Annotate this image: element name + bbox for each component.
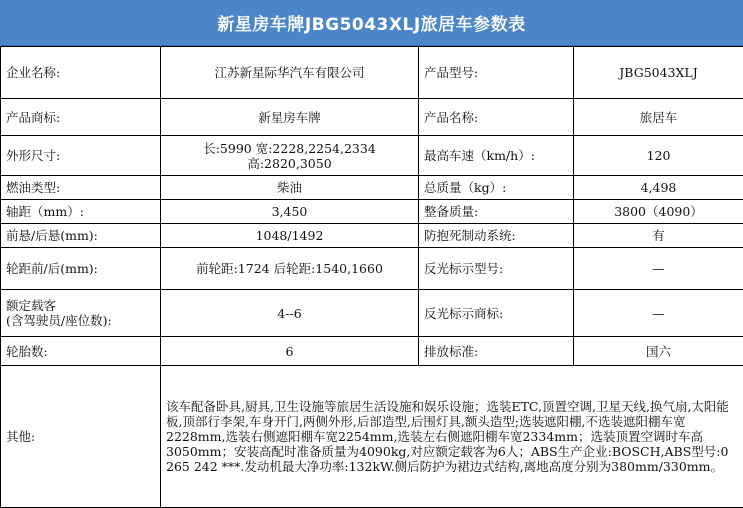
label-line: 额定载客 — [6, 298, 57, 313]
table-row — [1, 176, 743, 200]
label-cell: 外形尺寸: — [1, 136, 161, 176]
passengers-label-cell — [1, 290, 161, 337]
sheet-title: 新星房车牌JBG5043XLJ旅居车参数表 — [0, 0, 743, 46]
label-cell: 排放标准: — [419, 337, 574, 366]
table-row — [1, 136, 743, 176]
value-cell: 前轮距:1724 后轮距:1540,1660 — [161, 248, 419, 290]
label-cell: 防抱死制动系统: — [419, 224, 574, 248]
label-cell: 轮胎数: — [1, 337, 161, 366]
label-cell: 反光标示型号: — [419, 248, 574, 290]
value-cell: JBG5043XLJ — [574, 47, 743, 99]
value-cell: 120 — [574, 136, 743, 176]
label-cell: 轮距前/后(mm): — [1, 248, 161, 290]
spec-table — [0, 46, 743, 508]
value-cell: — — [574, 290, 743, 337]
value-cell: 旅居车 — [574, 99, 743, 136]
dimensions-line: 长:5990 宽:2228,2254,2334 — [203, 140, 376, 156]
dimensions-line: 高:2820,3050 — [247, 155, 332, 171]
label-cell: 轴距（mm）: — [1, 200, 161, 224]
value-cell: 4,498 — [574, 176, 743, 200]
value-cell: 3,450 — [161, 200, 419, 224]
label-cell: 产品型号: — [419, 47, 574, 99]
value-cell: 4--6 — [161, 290, 419, 337]
value-cell: — — [574, 248, 743, 290]
label-cell: 整备质量: — [419, 200, 574, 224]
table-row — [1, 200, 743, 224]
label-cell: 燃油类型: — [1, 176, 161, 200]
value-cell: 3800（4090） — [574, 200, 743, 224]
value-cell: 有 — [574, 224, 743, 248]
table-row — [1, 337, 743, 366]
label-cell: 企业名称: — [1, 47, 161, 99]
table-row — [1, 290, 743, 337]
value-cell: 国六 — [574, 337, 743, 366]
label-line: (含驾驶员/座位数): — [6, 313, 112, 328]
label-cell: 前悬/后悬(mm): — [1, 224, 161, 248]
dimensions-cell — [161, 136, 419, 176]
value-cell: 柴油 — [161, 176, 419, 200]
value-cell: 新星房车牌 — [161, 99, 419, 136]
table-row — [1, 99, 743, 136]
label-cell: 产品名称: — [419, 99, 574, 136]
label-cell: 最高车速（km/h）: — [419, 136, 574, 176]
other-description: 该车配备卧具,厨具,卫生设施等旅居生活设施和娱乐设施；选装ETC,顶置空调,卫星天线,换气扇,太阳能板,顶部行李架,车身开门,两侧外形,后部造型,后围灯具,额头造型;选装遮阳棚,不选装遮阳棚车宽2228mm,选装右侧遮阳棚车宽2254mm,选装左右侧遮阳棚车宽2334mm；选装顶置空调时车高3050mm；安装高配时准备质量为4090kg,对应额定载客为6人；ABS生产企业:BOSCH,ABS型号:0 265 242 ***.发动机最大净功率:132kW.侧后防护为裙边式结构,离地高度分别为380mm/330mm。 — [161, 366, 743, 508]
table-row — [1, 248, 743, 290]
table-row — [1, 366, 743, 508]
value-cell: 6 — [161, 337, 419, 366]
label-cell: 产品商标: — [1, 99, 161, 136]
table-row — [1, 224, 743, 248]
table-row — [1, 47, 743, 99]
value-cell: 江苏新星际华汽车有限公司 — [161, 47, 419, 99]
value-cell: 1048/1492 — [161, 224, 419, 248]
label-cell: 总质量（kg）: — [419, 176, 574, 200]
other-label-cell: 其他: — [1, 366, 161, 508]
label-cell: 反光标示商标: — [419, 290, 574, 337]
